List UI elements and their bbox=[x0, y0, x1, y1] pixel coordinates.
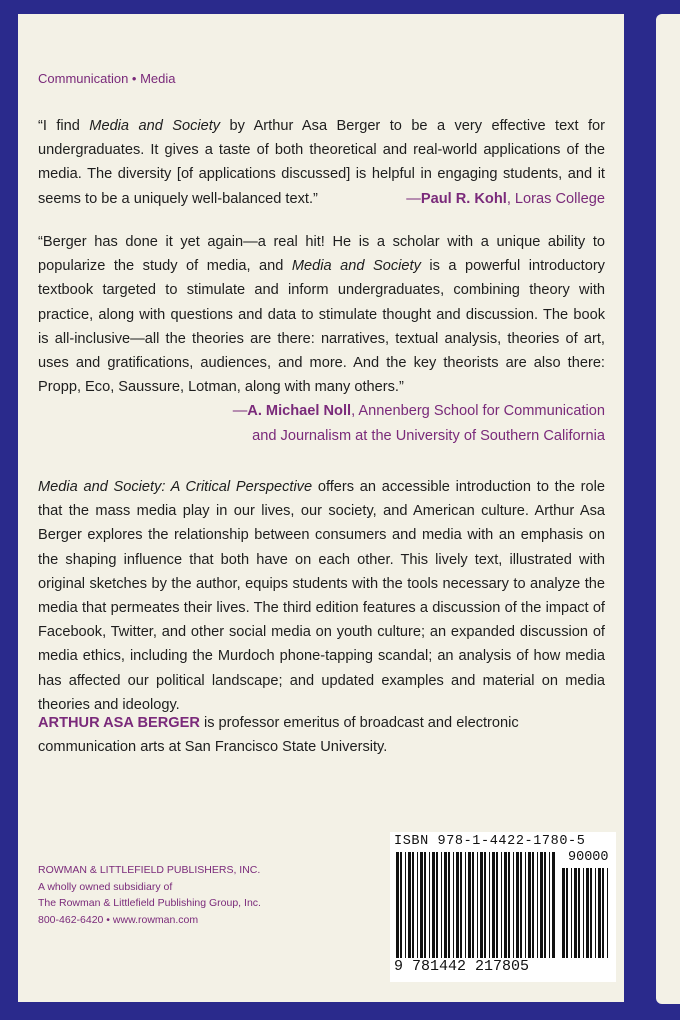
barcode-bar bbox=[578, 868, 580, 958]
barcode-bars bbox=[394, 852, 556, 958]
barcode-bar bbox=[501, 852, 502, 958]
barcode-bar bbox=[396, 852, 399, 958]
barcode-bar bbox=[513, 852, 514, 958]
barcode-bar bbox=[468, 852, 471, 958]
publisher-info: ROWMAN & LITTLEFIELD PUBLISHERS, INC. A wholly owned subsidiary of The Rowman & Littlefield Publishing Group, Inc. 800-462-6420 • www.rowman.com bbox=[38, 864, 261, 926]
barcode-bar bbox=[432, 852, 435, 958]
review-quote-kohl: “I find Media and Society by Arthur Asa Berger to be a very effective text for undergraduates. It gives a taste of both theoretical and real-world applications of the media. The diversity [of applications discussed] is helpful in engaging students, and it seems to be a uniquely well-balanced text.” —Paul R. Kohl, Loras College bbox=[38, 114, 605, 211]
barcode-bar bbox=[448, 852, 450, 958]
category-label: Communication • Media bbox=[38, 71, 176, 86]
barcode-bar bbox=[420, 852, 423, 958]
barcode-bar bbox=[477, 852, 478, 958]
back-cover bbox=[18, 14, 624, 1002]
barcode-bar bbox=[436, 852, 438, 958]
book-title-italic: Media and Society bbox=[89, 118, 221, 134]
barcode-bar bbox=[489, 852, 490, 958]
barcode-bar bbox=[598, 868, 601, 958]
book-full-title: Media and Society: A Critical Perspective bbox=[38, 479, 313, 495]
barcode-bar bbox=[549, 852, 550, 958]
barcode-bar bbox=[441, 852, 442, 958]
barcode-bar bbox=[508, 852, 510, 958]
barcode-bar bbox=[429, 852, 430, 958]
barcode-bar bbox=[528, 852, 531, 958]
quote-attribution: —Paul R. Kohl, Loras College bbox=[406, 190, 605, 207]
barcode-digits: 9 781442 217805 bbox=[394, 958, 530, 975]
barcode-bar bbox=[520, 852, 522, 958]
barcode-bar bbox=[456, 852, 459, 958]
book-description: Media and Society: A Critical Perspective offers an accessible introduction to the role that the mass media play in our lives, our society, and American culture. Arthur Asa Berger explores the relationship between consumers and media with an emphasis on the shaping influence that both have on each other. This lively text, illustrated with original sketches by the author, equips students with the tools necessary to analyze the media that permeates their lives. The third edition features a discussion of the impact of Facebook, Twitter, and other social media on youth culture; an expanded discussion of media ethics, including the Murdoch phone-tapping scandal; an analysis of how media has affected our political landscape; and updated examples and material on media theories and ideology. bbox=[38, 479, 605, 713]
barcode-bar bbox=[595, 868, 596, 958]
barcode-bar bbox=[574, 868, 577, 958]
barcode-bar bbox=[586, 868, 589, 958]
reviewer-name: A. Michael Noll bbox=[247, 403, 352, 420]
barcode-bar bbox=[400, 852, 402, 958]
barcode-bar bbox=[544, 852, 546, 958]
barcode-bar bbox=[525, 852, 526, 958]
quote-attribution-line2: and Journalism at the University of Southern California bbox=[252, 427, 605, 444]
barcode-bar bbox=[472, 852, 474, 958]
barcode-bar bbox=[566, 868, 568, 958]
barcode-bar bbox=[496, 852, 498, 958]
barcode-bar bbox=[607, 868, 608, 958]
reviewer-name: Paul R. Kohl bbox=[420, 190, 507, 207]
barcode-bar bbox=[516, 852, 519, 958]
price-code: 90000 bbox=[568, 850, 609, 865]
barcode-bar bbox=[540, 852, 543, 958]
barcode-bar bbox=[537, 852, 538, 958]
barcode-bar bbox=[571, 868, 572, 958]
review-quote-noll: “Berger has done it yet again—a real hit! He is a scholar with a unique ability to popularize the study of media, and Media and Society is a powerful introductory textbook targeted to stimulate and inform undergraduates, combining theory with practice, along with questions and data to stimulate thought and discussion. The book is all-inclusive—all the theories are there: narratives, textual analysis, theories of art, uses and gratifications, audiences, and more. And the key theorists are also there: Propp, Eco, Saussure, Lotman, along with many others.” —A. Michael Noll, Annenberg School for Communication and Journalism at the University of Southern California bbox=[38, 230, 605, 448]
barcode-bar bbox=[532, 852, 534, 958]
barcode-bar bbox=[444, 852, 447, 958]
barcode-bar bbox=[583, 868, 584, 958]
author-name: ARTHUR ASA BERGER bbox=[38, 715, 200, 731]
barcode-bar bbox=[405, 852, 406, 958]
barcode-bar bbox=[602, 868, 604, 958]
barcode-bar bbox=[480, 852, 483, 958]
barcode-bar bbox=[424, 852, 426, 958]
barcode-bar bbox=[465, 852, 466, 958]
barcode-bar bbox=[412, 852, 414, 958]
barcode-bar bbox=[590, 868, 592, 958]
isbn-label: ISBN 978-1-4422-1780-5 bbox=[394, 834, 586, 849]
barcode-bar bbox=[562, 868, 565, 958]
barcode-bar bbox=[552, 852, 555, 958]
barcode-bar bbox=[453, 852, 454, 958]
barcode-bar bbox=[408, 852, 411, 958]
price-barcode-bars bbox=[560, 868, 612, 958]
quote-attribution: —A. Michael Noll, Annenberg School for Communication bbox=[232, 403, 605, 420]
barcode-bar bbox=[484, 852, 486, 958]
barcode-bar bbox=[492, 852, 495, 958]
barcode-bar bbox=[460, 852, 462, 958]
author-bio: ARTHUR ASA BERGER is professor emeritus of broadcast and electronic communication arts at San Francisco State University. bbox=[38, 715, 519, 756]
book-title-italic: Media and Society bbox=[291, 258, 421, 275]
isbn-barcode bbox=[390, 832, 616, 982]
barcode-bar bbox=[417, 852, 418, 958]
barcode-bar bbox=[504, 852, 507, 958]
book-spine-edge bbox=[656, 14, 680, 1004]
